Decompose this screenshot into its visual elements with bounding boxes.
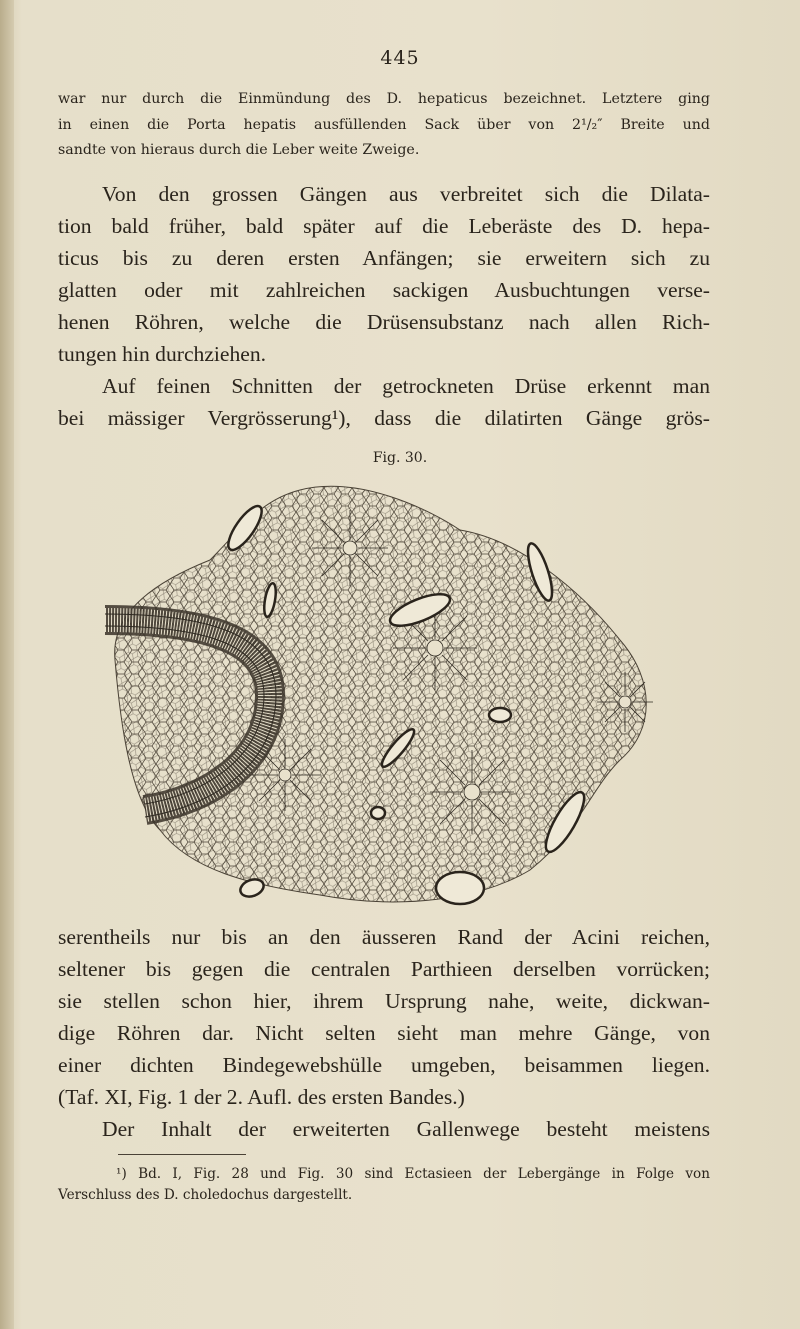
- central-vein: [430, 750, 514, 834]
- text-line: henen Röhren, welche die Drüsensubstanz nach allen Rich-: [58, 310, 710, 334]
- text-line: Der Inhalt der erweiterten Gallenwege besteht meistens: [102, 1117, 710, 1141]
- text-line: Auf feinen Schnitten der getrockneten Drüse erkennt man: [102, 374, 710, 398]
- text-line: Verschluss des D. choledochus dargestellt.: [58, 1187, 353, 1203]
- paragraph-dilatation: [58, 178, 710, 370]
- text-line: in einen die Porta hepatis ausfüllenden Sack über von 2¹/₂″ Breite und: [58, 116, 710, 133]
- footnote-rule: [118, 1154, 246, 1155]
- top-paragraph: [58, 87, 710, 164]
- figure-caption: Fig. 30.: [372, 450, 428, 466]
- paragraph-sections: [58, 370, 710, 434]
- text-line: war nur durch die Einmündung des D. hepaticus bezeichnet. Letztere ging: [58, 91, 710, 107]
- liver-section-engraving: [100, 470, 660, 915]
- text-line: tungen hin durchziehen.: [58, 342, 267, 366]
- text-line: bei mässiger Vergrösserung¹), dass die dilatirten Gänge grös-: [58, 406, 710, 430]
- text-line: glatten oder mit zahlreichen sackigen Ausbuchtungen verse-: [58, 278, 710, 302]
- page-binding-edge: [0, 0, 14, 1329]
- text-line: (Taf. XI, Fig. 1 der 2. Aufl. des ersten Bandes.): [58, 1085, 465, 1109]
- footnote: [58, 1164, 710, 1206]
- paragraph-acini: [58, 921, 710, 1113]
- page-number: 445: [380, 47, 420, 69]
- central-vein: [312, 510, 388, 586]
- text-line: sandte von hieraus durch die Leber weite Zweige.: [58, 142, 420, 158]
- liver-histology-figure: [100, 470, 660, 915]
- text-line: einer dichten Bindegewebshülle umgeben, beisammen liegen.: [58, 1053, 710, 1077]
- text-line: Von den grossen Gängen aus verbreitet sich die Dilata-: [102, 182, 710, 206]
- text-line: tion bald früher, bald später auf die Leberäste des D. hepa-: [58, 214, 710, 238]
- text-line: ticus bis zu deren ersten Anfängen; sie erweitern sich zu: [58, 246, 710, 270]
- text-line: ¹) Bd. I, Fig. 28 und Fig. 30 sind Ectasieen der Lebergänge in Folge von: [116, 1166, 710, 1182]
- text-line: serentheils nur bis an den äusseren Rand der Acini reichen,: [58, 925, 710, 949]
- text-line: sie stellen schon hier, ihrem Ursprung nahe, weite, dickwan-: [58, 989, 710, 1013]
- paragraph-contents: [58, 1113, 710, 1145]
- text-line: dige Röhren dar. Nicht selten sieht man mehre Gänge, von: [58, 1021, 710, 1045]
- text-line: seltener bis gegen die centralen Parthieen derselben vorrücken;: [58, 957, 710, 981]
